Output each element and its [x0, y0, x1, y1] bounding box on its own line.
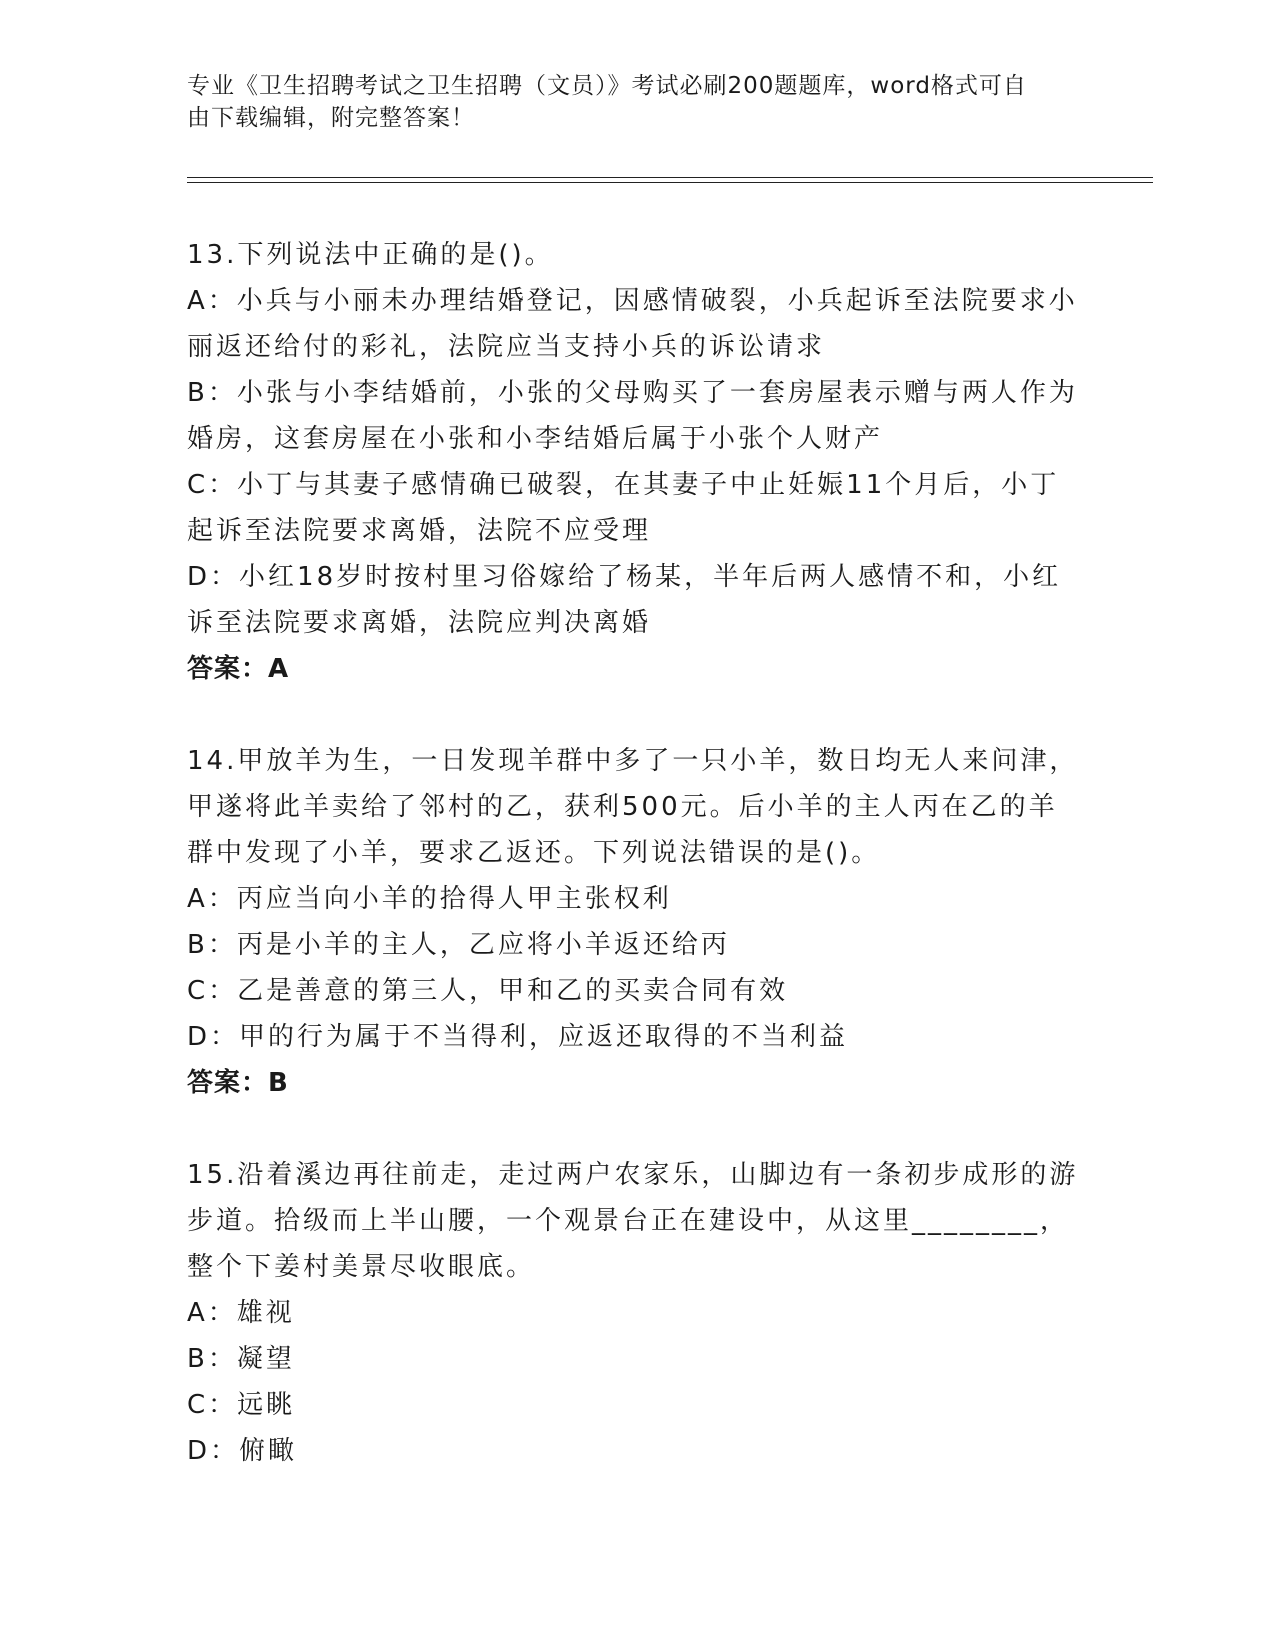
question-13-option-d-cont: 诉至法院要求离婚，法院应判决离婚 [187, 608, 652, 638]
question-13 [187, 232, 1078, 692]
question-13-answer: 答案：A [187, 654, 290, 684]
question-13-option-c: C：小丁与其妻子感情确已破裂，在其妻子中止妊娠11个月后，小丁 [187, 470, 1060, 500]
header-line-2: 由下载编辑，附完整答案！ [187, 105, 475, 131]
question-13-option-b: B：小张与小李结婚前，小张的父母购买了一套房屋表示赠与两人作为 [187, 378, 1078, 408]
question-13-option-b-cont: 婚房，这套房屋在小张和小李结婚后属于小张个人财产 [187, 424, 884, 454]
question-list [187, 232, 1079, 1474]
question-14-answer: 答案：B [187, 1068, 289, 1098]
question-15-option-a: A：雄视 [187, 1298, 295, 1328]
question-14-stem-cont-2: 群中发现了小羊，要求乙返还。下列说法错误的是()。 [187, 838, 881, 868]
document-header [187, 70, 1067, 134]
header-rule-top [187, 177, 1153, 178]
question-13-option-a: A：小兵与小丽未办理结婚登记，因感情破裂，小兵起诉至法院要求小 [187, 286, 1078, 316]
question-15-option-c: C：远眺 [187, 1390, 296, 1420]
question-14-option-c: C：乙是善意的第三人，甲和乙的买卖合同有效 [187, 976, 789, 1006]
question-14-option-a: A：丙应当向小羊的拾得人甲主张权利 [187, 884, 672, 914]
question-15-stem-cont-1: 步道。拾级而上半山腰，一个观景台正在建设中，从这里________， [187, 1206, 1070, 1236]
question-gap [187, 692, 1067, 738]
question-14-stem-cont-1: 甲遂将此羊卖给了邻村的乙，获利500元。后小羊的主人丙在乙的羊 [187, 792, 1058, 822]
question-14-option-b: B：丙是小羊的主人，乙应将小羊返还给丙 [187, 930, 730, 960]
question-13-option-d: D：小红18岁时按村里习俗嫁给了杨某，半年后两人感情不和，小红 [187, 562, 1062, 592]
header-line-1: 专业《卫生招聘考试之卫生招聘（文员）》考试必刷200题题库，word格式可自 [187, 73, 1027, 99]
question-15 [187, 1152, 1079, 1474]
question-13-option-a-cont: 丽返还给付的彩礼，法院应当支持小兵的诉讼请求 [187, 332, 826, 362]
question-14-option-d: D：甲的行为属于不当得利，应返还取得的不当利益 [187, 1022, 849, 1052]
question-15-option-d: D：俯瞰 [187, 1436, 298, 1466]
question-15-stem-cont-2: 整个下姜村美景尽收眼底。 [187, 1252, 536, 1282]
question-gap [187, 1106, 1067, 1152]
question-13-stem: 13.下列说法中正确的是()。 [187, 240, 554, 270]
question-14 [187, 738, 1079, 1106]
question-15-stem: 15.沿着溪边再往前走，走过两户农家乐，山脚边有一条初步成形的游 [187, 1160, 1079, 1190]
question-13-option-c-cont: 起诉至法院要求离婚，法院不应受理 [187, 516, 652, 546]
header-rule-bottom [187, 182, 1153, 183]
question-14-stem: 14.甲放羊为生，一日发现羊群中多了一只小羊，数日均无人来问津， [187, 746, 1079, 776]
question-15-option-b: B：凝望 [187, 1344, 295, 1374]
